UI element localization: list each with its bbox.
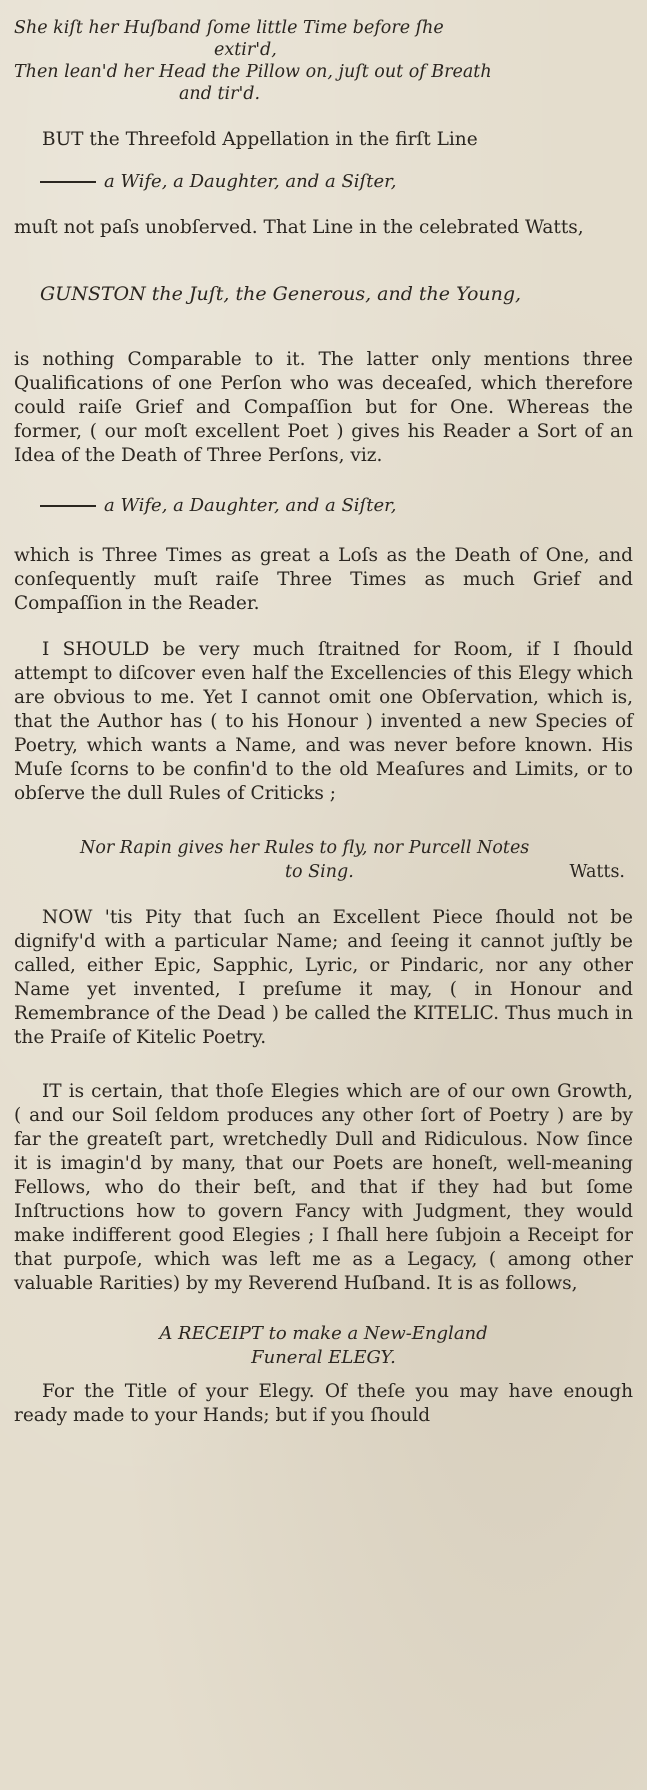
quote-text-2: a Wife, a Daughter, and a Siſter,	[104, 494, 397, 516]
receipt-title-line-1: A RECEIPT to make a New-England	[159, 1322, 488, 1344]
paragraph-elegies: IT is certain, that thoſe Elegies which are of our own Growth, ( and our Soil ſeldom produces any other ſort of Poetry ) are by far the greateſt part, wretchedly Dull and Ridiculous. Now ſince it is imagin'd by many, that our Poets are honeſt, well-meaning Fellows, who do their beſt, and that if they had but ſome Inſtructions how to govern Fancy with Judgment, they would make indifferent good Elegies ; I ſhall here ſubjoin a Receipt for that purpoſe, which was left me as a Legacy, ( among other valuable Rarities) by my Reverend Huſband. It is as follows,	[14, 1080, 633, 1294]
verse-line-2a: Then lean'd her Head the Pillow on, juſt out of Breath	[14, 61, 492, 82]
paragraph-comparable: is nothing Comparable to it. The latter only mentions three Qualifications of one Perſon who was deceaſed, which therefore could raiſe Grief and Compaſſion but for One. Whereas the former, ( our moſt excellent Poet ) gives his Reader a Sort of an Idea of the Death of Three Perſons, viz.	[14, 348, 633, 466]
paragraph-title-of-elegy: For the Title of your Elegy. Of theſe you may have enough ready made to your Hands; but if you ſhould	[14, 1380, 633, 1426]
receipt-heading	[14, 1322, 633, 1370]
verse-line-1a: She kiſt her Huſband ſome little Time before ſhe	[14, 18, 444, 38]
paragraph-watts: muſt not paſs unobſerved. That Line in the celebrated Watts,	[14, 216, 584, 238]
gunston-line: GUNSTON the Juſt, the Generous, and the Young,	[40, 282, 522, 305]
rapin-attribution: Watts.	[569, 861, 625, 882]
quote-wife-daughter-sister-1	[14, 170, 633, 194]
paragraph-straitned: I SHOULD be very much ſtraitned for Room, if I ſhould attempt to diſcover even half the Excellencies of this Elegy which are obvious to me. Yet I cannot omit one Obſervation, which is, that the Author has ( to his Honour ) invented a new Species of Poetry, which wants a Name, and was never before known. His Muſe ſcorns to be confin'd to the old Meaſures and Limits, or to obſerve the dull Rules of Criticks ;	[14, 638, 633, 804]
receipt-title-line-2: Funeral ELEGY.	[251, 1346, 396, 1368]
verse-line-2b: and tir'd.	[179, 83, 261, 104]
quote-wife-daughter-sister-2	[14, 494, 633, 518]
paragraph-three-times: which is Three Times as great a Loſs as the Death of One, and conſequently muſt raiſe Three Times as much Grief and Compaſſion in the Reader.	[14, 544, 633, 614]
opening-verse	[14, 18, 633, 106]
rapin-line-1: Nor Rapin gives her Rules to fly, nor Purcell Notes	[80, 837, 530, 858]
em-dash-rule	[40, 181, 96, 183]
rapin-line-2	[80, 860, 633, 884]
paragraph-kitelic: NOW 'tis Pity that ſuch an Excellent Piece ſhould not be dignify'd with a particular Name; and ſeeing it cannot juſtly be called, either Epic, Sapphic, Lyric, or Pindaric, nor any other Name yet invented, I preſume it may, ( in Honour and Remembrance of the Dead ) be called the KITELIC. Thus much in the Praiſe of Kitelic Poetry.	[14, 906, 633, 1048]
quote-text-1: a Wife, a Daughter, and a Siſter,	[104, 170, 397, 192]
rapin-line-2-text: to Sing.	[285, 861, 354, 882]
verse-line-1b: extir'd,	[214, 39, 277, 60]
em-dash-rule	[40, 505, 96, 507]
paragraph-threefold: BUT the Threefold Appellation in the firſt Line	[42, 128, 478, 150]
rapin-quote	[14, 836, 633, 884]
